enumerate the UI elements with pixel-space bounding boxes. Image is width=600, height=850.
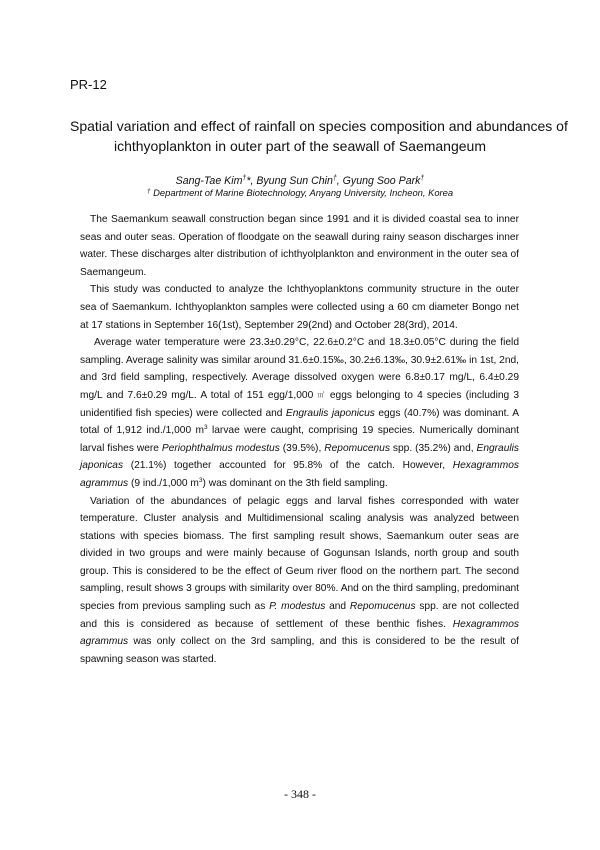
species-name: Engraulis japonicas bbox=[80, 442, 520, 472]
affiliation bbox=[70, 187, 530, 199]
text-run: spp. are not collected and this is considered as because of settlement of these benthic fishes. bbox=[80, 601, 519, 630]
species-name: Hexagrammos agrammus bbox=[80, 460, 519, 489]
text-run: was only collect on the 3rd sampling, and this is considered to be the result of spawning season was started. bbox=[80, 636, 519, 665]
superscript: 3 bbox=[204, 424, 208, 432]
cubic-meter-symbol: ㎥ bbox=[317, 391, 326, 399]
text-run: ) was dominant on the 3th field sampling. bbox=[202, 477, 388, 489]
species-name: P. modestus bbox=[269, 601, 326, 613]
text-run: (9 ind./1,000 m bbox=[128, 477, 199, 489]
presentation-code: PR-12 bbox=[70, 77, 107, 92]
author-2: , Byung Sun Chin bbox=[250, 175, 333, 187]
text-run: spp. (35.2%) and, bbox=[389, 442, 477, 454]
species-name: Periophthalmus modestus bbox=[161, 442, 280, 454]
species-name: Engraulis japonicus bbox=[285, 407, 375, 419]
text-run: eggs belonging to 4 species (including 3 unidentified fish species) were collected and bbox=[80, 389, 519, 419]
species-name: Repomucenus bbox=[324, 442, 390, 454]
text-run: Variation of the abundances of pelagic eggs and larval fishes corresponded with water temperature. Cluster analysis and Multidimensional scaling analysis was analyzed between stations with species biomass. The first sampling result shows, Saemankum outer seas are divided in two groups and were mainly because of Gogunsan Islands, north group and south group. This is considered to be the effect of Geum river flood on the northern part. The second sampling, result shows 3 groups with similarity over 80%. And on the third sampling, predominant species from previous sampling such as bbox=[80, 495, 519, 613]
superscript: 3 bbox=[198, 476, 203, 484]
paragraph-1: The Saemankum seawall construction began since 1991 and it is divided coastal sea to inner seas and outer seas. Operation of floodgate on the seawall during rainy season discharges inner water. These discharges alter distribution of ichthyolplankton and environment in the outer sea of Saemangeum. bbox=[80, 214, 519, 278]
page-number: - 348 - bbox=[284, 787, 316, 801]
text-run: (39.5%), bbox=[279, 442, 325, 454]
text-run: Average water temperature were 23.3±0.29°C, 22.6±0.2°C and 18.3±0.05°C during the field sampling. Average salinity was similar around 31.6±0.15‰, 30.2±6.13‰, 30.9±2.61‰ in 1st, 2nd, and 3rd field sampling, respectively. Average dissolved oxygen were 6.8±0.17 mg/L, 6.4±0.29 mg/L and 7.6±0.29 mg/L. A total of 151 egg/1,000 bbox=[80, 337, 519, 401]
text-run: larvae were caught, comprising 19 species. Numerically dominant larval fishes were bbox=[80, 425, 519, 454]
paragraph-3 bbox=[80, 334, 519, 492]
species-name: Repomucenus bbox=[349, 601, 416, 613]
paper-title-line-1: Spatial variation and effect of rainfall on species composition and abundances of bbox=[70, 118, 568, 134]
author-2-affiliation-mark: † bbox=[332, 175, 337, 182]
text-run: and bbox=[325, 601, 350, 613]
paragraph-2: This study was conducted to analyze the Ichthyoplanktons community structure in the outer sea of Saemankum. Ichthyoplankton samples were collected using a 60 cm diameter Bongo net at 17 stations in September 16(1st), September 29(2nd) and October 28(3rd), 2014. bbox=[80, 284, 519, 331]
abstract-body bbox=[80, 211, 519, 668]
author-1: Sang-Tae Kim bbox=[175, 175, 243, 187]
paper-title bbox=[70, 116, 568, 156]
text-run: eggs (40.7%) was dominant. A total of 1,912 ind./1,000 m bbox=[80, 407, 519, 437]
author-3: , Gyung Soo Park bbox=[336, 175, 421, 187]
text-run: (21.1%) together accounted for 95.8% of the catch. However, bbox=[123, 460, 453, 472]
species-name: Hexagrammos agrammus bbox=[80, 618, 519, 648]
author-1-affiliation-mark: † bbox=[242, 175, 247, 182]
affiliation-text: Department of Marine Biotechnology, Anyang University, Incheon, Korea bbox=[150, 187, 454, 198]
affiliation-mark: † bbox=[146, 188, 151, 195]
paragraph-4 bbox=[80, 493, 519, 669]
paper-title-line-2: ichthyoplankton in outer part of the seawall of Saemangeum bbox=[113, 138, 486, 154]
author-3-affiliation-mark: † bbox=[420, 175, 425, 182]
corresponding-author-mark: * bbox=[246, 175, 251, 187]
